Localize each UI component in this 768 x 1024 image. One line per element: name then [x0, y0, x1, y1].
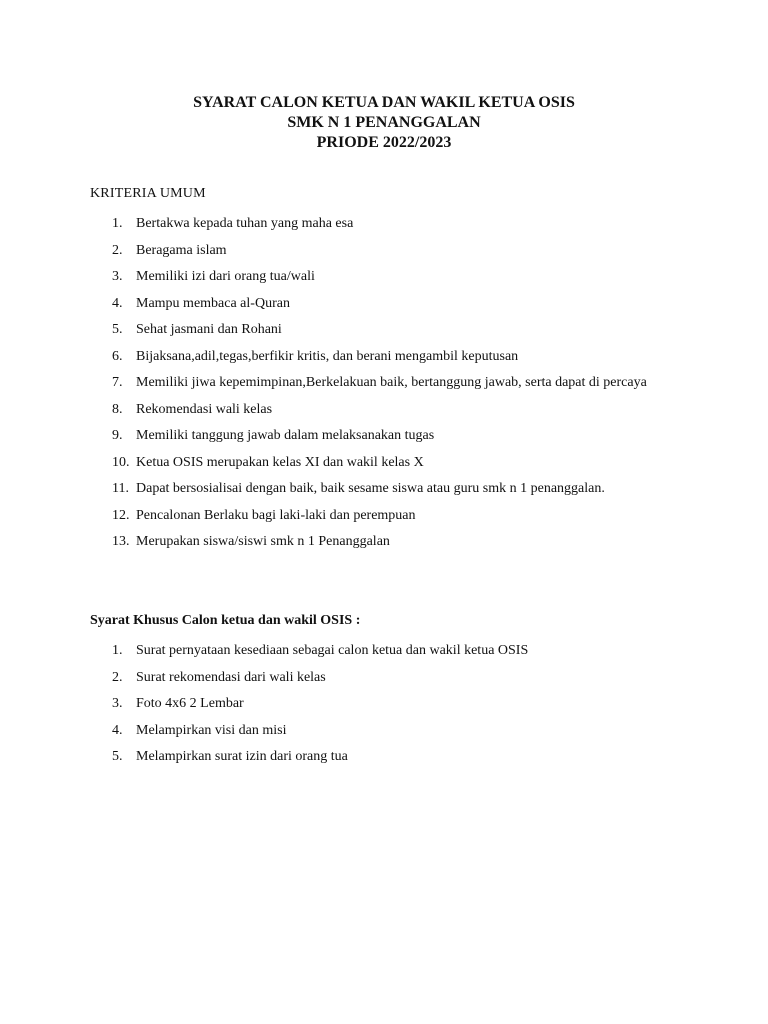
- list-item: [100, 291, 678, 318]
- list-item-number: 11.: [112, 481, 129, 496]
- title-line-1: SYARAT CALON KETUA DAN WAKIL KETUA OSIS: [193, 94, 575, 111]
- kriteria-umum-list: [100, 211, 678, 556]
- list-item: [100, 665, 678, 692]
- list-item: [100, 691, 678, 718]
- list-item-text: Bertakwa kepada tuhan yang maha esa: [136, 216, 354, 231]
- list-item-text: Merupakan siswa/siswi smk n 1 Penanggalan: [136, 534, 390, 549]
- syarat-khusus-list: [100, 638, 678, 771]
- list-item-text: Mampu membaca al-Quran: [136, 295, 290, 311]
- list-item: [100, 476, 678, 503]
- list-item: [100, 317, 678, 344]
- list-item: [100, 264, 678, 291]
- list-item-text: Surat pernyataan kesediaan sebagai calon ketua dan wakil ketua OSIS: [136, 643, 529, 658]
- list-item-text: Pencalonan Berlaku bagi laki-laki dan perempuan: [136, 507, 416, 523]
- list-item-text: Memiliki izi dari orang tua/wali: [136, 269, 315, 284]
- list-item-number: 9.: [112, 428, 123, 443]
- list-item: [100, 529, 678, 556]
- list-item: [100, 503, 678, 530]
- list-item: [100, 397, 678, 424]
- list-item-text: Beragama islam: [136, 242, 227, 258]
- list-item-text: Melampirkan visi dan misi: [136, 722, 287, 738]
- list-item-number: 8.: [112, 401, 123, 417]
- list-item-number: 6.: [112, 348, 123, 364]
- list-item-text: Melampirkan surat izin dari orang tua: [136, 749, 348, 764]
- list-item: [100, 211, 678, 238]
- list-item: [100, 744, 678, 771]
- document-title: [0, 93, 768, 153]
- list-item-number: 13.: [112, 534, 130, 549]
- list-item-text: Rekomendasi wali kelas: [136, 401, 273, 417]
- title-line-2: SMK N 1 PENANGGALAN: [287, 114, 481, 131]
- list-item-text: Memiliki tanggung jawab dalam melaksanakan tugas: [136, 428, 435, 443]
- list-item-text: Ketua OSIS merupakan kelas XI dan wakil kelas X: [136, 454, 424, 470]
- list-item: [100, 238, 678, 265]
- list-item: [100, 423, 678, 450]
- list-item-number: 2.: [112, 669, 123, 685]
- list-item-number: 4.: [112, 295, 123, 311]
- list-item-number: 3.: [112, 696, 123, 711]
- list-item-number: 7.: [112, 375, 123, 390]
- list-item: [100, 344, 678, 371]
- list-item-text: Foto 4x6 2 Lembar: [136, 696, 244, 711]
- list-item-text: Sehat jasmani dan Rohani: [136, 322, 282, 337]
- list-item: [100, 450, 678, 477]
- list-item-number: 1.: [112, 643, 123, 658]
- list-item-number: 5.: [112, 749, 123, 764]
- list-item-text: Bijaksana,adil,tegas,berfikir kritis, dan berani mengambil keputusan: [136, 348, 519, 364]
- list-item-text: Memiliki jiwa kepemimpinan,Berkelakuan baik, bertanggung jawab, serta dapat di percaya: [136, 375, 647, 390]
- list-item: [100, 638, 678, 665]
- list-item-number: 12.: [112, 507, 130, 523]
- list-item-number: 10.: [112, 454, 130, 470]
- list-item-text: Surat rekomendasi dari wali kelas: [136, 669, 326, 685]
- list-item-text: Dapat bersosialisai dengan baik, baik sesame siswa atau guru smk n 1 penanggalan.: [136, 481, 605, 496]
- list-item-number: 5.: [112, 322, 123, 337]
- kriteria-umum-heading: KRITERIA UMUM: [90, 186, 206, 201]
- list-item: [100, 718, 678, 745]
- list-item-number: 2.: [112, 242, 123, 258]
- list-item-number: 1.: [112, 216, 123, 231]
- list-item-number: 3.: [112, 269, 123, 284]
- syarat-khusus-heading: Syarat Khusus Calon ketua dan wakil OSIS :: [90, 613, 361, 628]
- list-item: [100, 370, 678, 397]
- list-item-number: 4.: [112, 722, 123, 738]
- title-line-3: PRIODE 2022/2023: [316, 134, 452, 151]
